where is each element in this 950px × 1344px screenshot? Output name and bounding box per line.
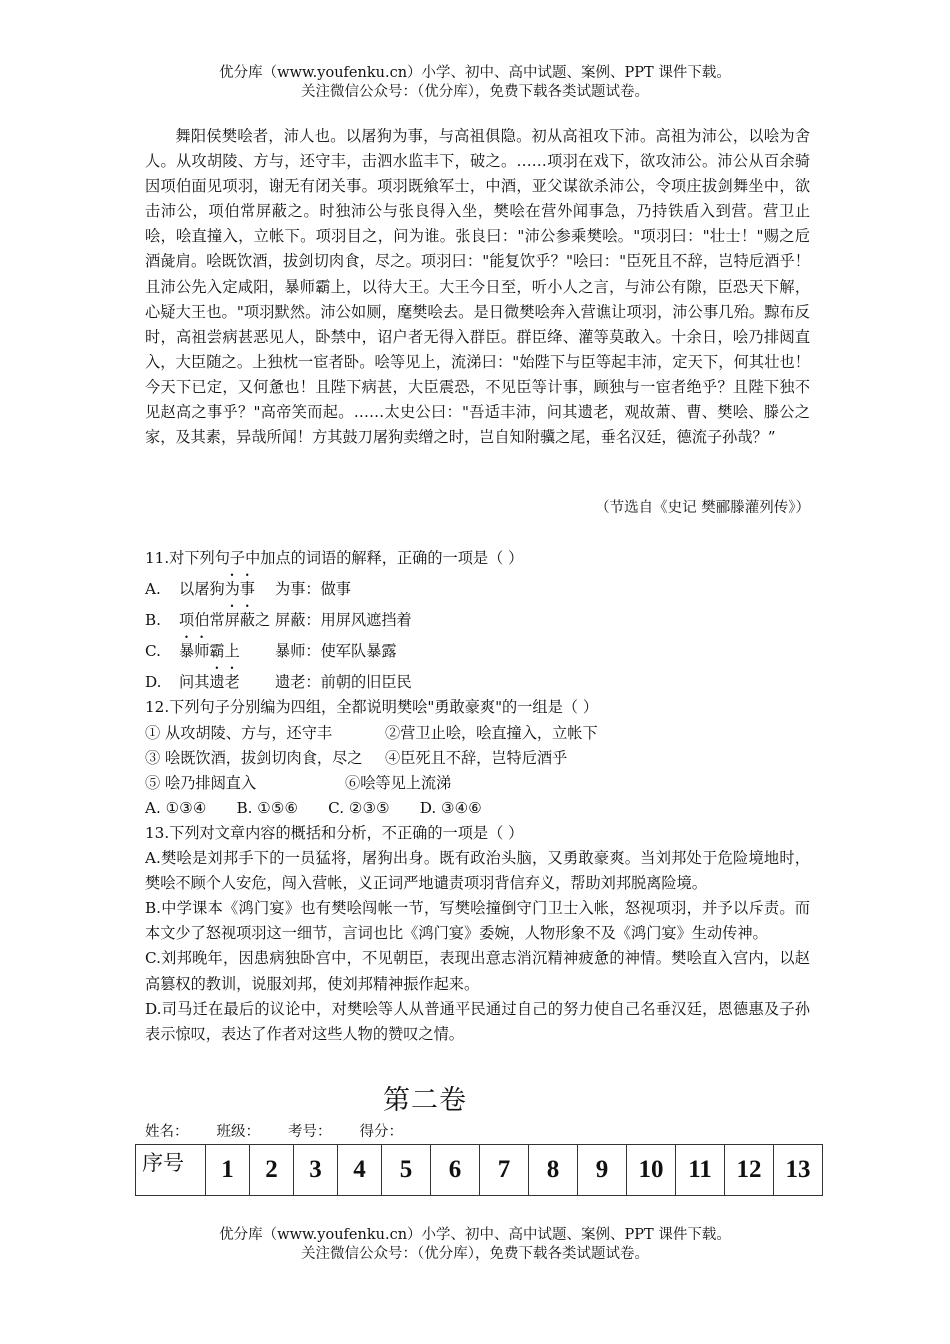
name-label: 姓名： bbox=[145, 1124, 189, 1140]
question-12-row-2: ③ 哙既饮酒，拔剑切肉食，尽之 ④臣死且不辞，岂特卮酒乎 bbox=[145, 748, 568, 767]
number-cell: 4 bbox=[338, 1145, 382, 1196]
page-footer bbox=[0, 1226, 950, 1264]
question-12-stem: 12.下列句子分别编为四组，全都说明樊哙"勇敢豪爽"的一组是（ ） bbox=[145, 698, 599, 717]
question-13-option-b: B.中学课本《鸿门宴》也有樊哙闯帐一节，写樊哙撞倒守门卫士入帐，怒视项羽，并予以斥责。而本文少了怒视项羽这一细节，言词也比《鸿门宴》委婉，人物形象不及《鸿门宴》生动传神。 bbox=[145, 899, 810, 943]
question-11-option-a: A. 以屠狗为事 为事：做事 bbox=[145, 580, 351, 599]
dotted-word: 为事 bbox=[224, 580, 255, 599]
question-13-option-d: D.司马迁在最后的议论中，对樊哙等人从普通平民通过自己的努力使自己名垂汉廷，恩德惠及子孙表示惊叹，表达了作者对这些人物的赞叹之情。 bbox=[145, 999, 810, 1043]
choice-d: D. ③④⑥ bbox=[419, 798, 482, 817]
question-12-row-1: ① 从攻胡陵、方与，还守丰 ②营卫止哙，哙直撞入，立帐下 bbox=[145, 723, 598, 742]
number-cell: 6 bbox=[431, 1145, 480, 1196]
question-11-option-b: B. 项伯常屏蔽之 屏蔽：用屏风遮挡着 bbox=[145, 611, 412, 630]
footer-line-2: 关注微信公众号：（优分库），免费下载各类试题试卷。 bbox=[301, 1246, 649, 1262]
passage-text: 舞阳侯樊哙者，沛人也。以屠狗为事，与高祖俱隐。初从高祖攻下沛。高祖为沛公，以哙为舍人。从攻胡陵、方与，还守丰，击泗水监丰下，破之。……项羽在戏下，欲攻沛公。沛公从百余骑因项伯面见项羽，谢无有闭关事。项羽既飨军士，中酒，亚父谋欲杀沛公，令项庄拔剑舞坐中，欲击沛公，项伯常屏蔽之。时独沛公与张良得入坐，樊哙在营外闻事急，乃持铁盾入到营。营卫止哙，哙直撞入，立帐下。项羽目之，问为谁。张良曰："沛公参乘樊哙。"项羽曰："壮士！"赐之卮酒彘肩。哙既饮酒，拔剑切肉食，尽之。项羽曰："能复饮乎？"哙曰："臣死且不辞，岂特卮酒乎！且沛公先入定咸阳，暴师霸上，以待大王。大王今日至，听小人之言，与沛公有隙，臣恐天下解，心疑大王也。"项羽默然。沛公如厕，麾樊哙去。是日微樊哙奔入营谯让项羽，沛公事几殆。黥布反时，高祖尝病甚恶见人，卧禁中，诏户者无得入群臣。群臣绛、灌等莫敢入。十余日，哙乃排闼直入，大臣随之。上独枕一宦者卧。哙等见上，流涕曰："始陛下与臣等起丰沛，定天下，何其壮也！今天下已定，又何惫也！且陛下病甚，大臣震恐，不见臣等计事，顾独与一宦者绝乎？且陛下独不见赵高之事乎？"高帝笑而起。……太史公曰："吾适丰沛，问其遗老，观故萧、曹、樊哙、滕公之家，及其素，异哉所闻！方其鼓刀屠狗卖缯之时，岂自知附骥之尾，垂名汉廷，德流子孙哉？” bbox=[145, 127, 810, 447]
number-cell: 8 bbox=[529, 1145, 578, 1196]
classical-passage bbox=[145, 124, 810, 450]
number-cell: 10 bbox=[627, 1145, 676, 1196]
choice-b: B. ①⑤⑥ bbox=[236, 798, 299, 817]
page-header bbox=[0, 64, 950, 102]
choice-c: C. ②③⑤ bbox=[328, 798, 390, 817]
question-11-option-c: C. 暴师霸上 暴师：使军队暴露 bbox=[145, 642, 397, 661]
number-cell: 13 bbox=[774, 1145, 823, 1196]
answer-table bbox=[135, 1144, 823, 1196]
question-12-row-3: ⑤ 哙乃排闼直入 ⑥哙等见上流涕 bbox=[145, 773, 452, 792]
number-cell: 5 bbox=[382, 1145, 431, 1196]
table-row bbox=[136, 1145, 823, 1196]
number-cell: 11 bbox=[676, 1145, 725, 1196]
question-13-stem: 13.下列对文章内容的概括和分析，不正确的一项是（ ） bbox=[145, 823, 524, 842]
choice-a: A. ①③④ bbox=[145, 798, 207, 817]
footer-line-1: 优分库（www.youfenku.cn）小学、初中、高中试题、案例、PPT 课件下载。 bbox=[219, 1227, 731, 1243]
number-cell: 2 bbox=[250, 1145, 294, 1196]
dotted-word: 屏蔽 bbox=[224, 611, 255, 630]
student-info bbox=[145, 1122, 431, 1142]
header-line-2: 关注微信公众号：（优分库），免费下载各类试题试卷。 bbox=[301, 84, 649, 100]
question-13-option-c: C.刘邦晚年，因患病独卧宫中，不见朝臣，表现出意志消沉精神疲惫的神情。樊哙直入宫内，以赵高篡权的教训，说服刘邦，使刘邦精神振作起来。 bbox=[145, 949, 810, 993]
passage-source: （节选自《史记 樊郦滕灌列传》） bbox=[595, 500, 810, 516]
score-label: 得分： bbox=[359, 1124, 403, 1140]
number-cell: 7 bbox=[480, 1145, 529, 1196]
table-head-cell: 序号 bbox=[136, 1145, 206, 1196]
question-11-stem: 11.对下列句子中加点的词语的解释，正确的一项是（ ） bbox=[145, 549, 524, 567]
dotted-word: 遗老 bbox=[209, 673, 240, 692]
dotted-word: 暴师 bbox=[179, 642, 210, 661]
section-title: 第二卷 bbox=[383, 1085, 467, 1116]
question-12-choices bbox=[145, 796, 810, 821]
header-line-1: 优分库（www.youfenku.cn）小学、初中、高中试题、案例、PPT 课件下载。 bbox=[219, 65, 731, 81]
number-cell: 12 bbox=[725, 1145, 774, 1196]
class-label: 班级： bbox=[216, 1124, 260, 1140]
number-cell: 9 bbox=[578, 1145, 627, 1196]
question-11-option-d: D. 问其遗老 遗老：前朝的旧臣民 bbox=[145, 673, 412, 692]
number-cell: 3 bbox=[294, 1145, 338, 1196]
number-cell: 1 bbox=[206, 1145, 250, 1196]
questions bbox=[145, 546, 810, 1047]
exam-number-label: 考号： bbox=[288, 1124, 332, 1140]
question-13-option-a: A.樊哙是刘邦手下的一员猛将，屠狗出身。既有政治头脑，又勇敢豪爽。当刘邦处于危险境地时，樊哙不顾个人安危，闯入营帐，义正词严地谴责项羽背信弃义，帮助刘邦脱离险境。 bbox=[145, 849, 810, 893]
